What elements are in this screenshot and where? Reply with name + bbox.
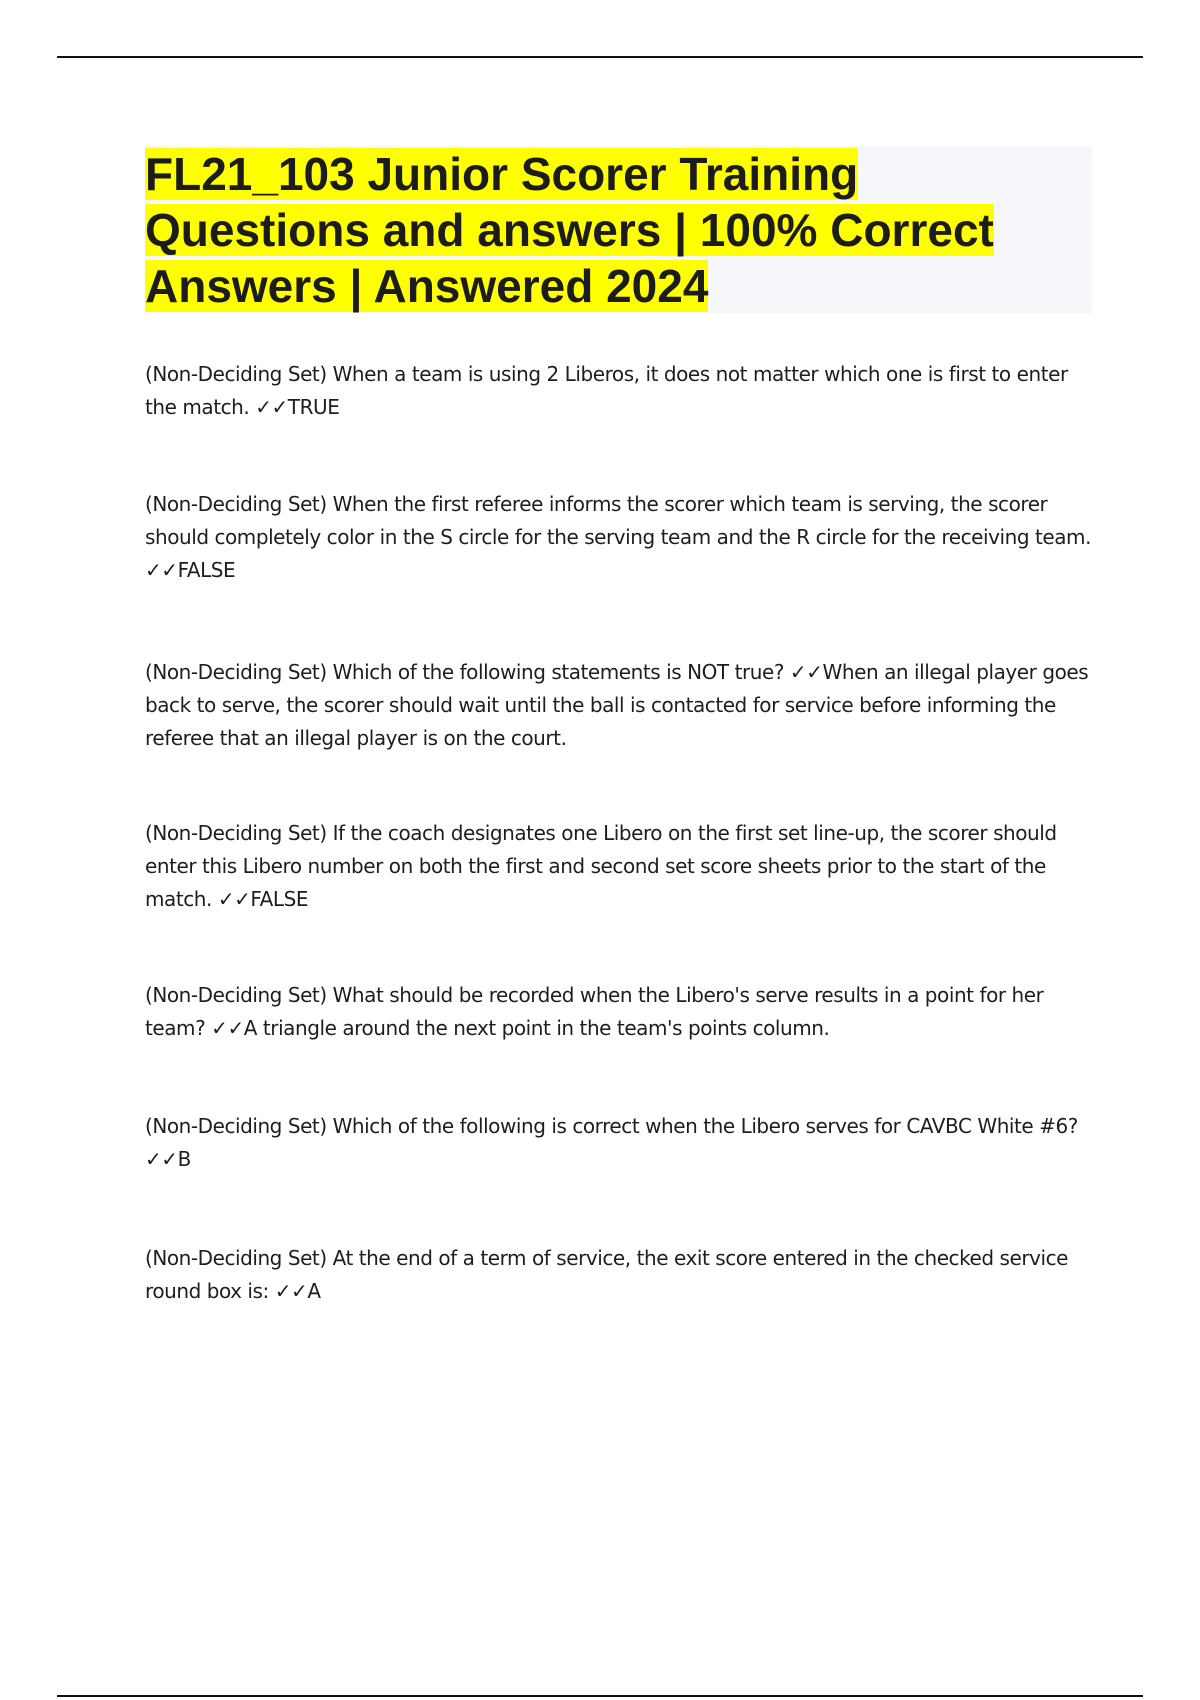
qa-item-2: (Non-Deciding Set) When the first referee informs the scorer which team is serving, the scorer should completely color in the S circle for the serving team and the R circle for the receiving team. ✓✓FALSE (145, 492, 1091, 582)
qa-item-4: (Non-Deciding Set) If the coach designates one Libero on the first set line-up, the scorer should enter this Libero number on both the first and second set score sheets prior to the start of the match. ✓✓FALSE (145, 821, 1057, 911)
document-title-highlight: FL21_103 Junior Scorer Training Questions and answers | 100% Correct Answers | Answered 2024 (145, 148, 994, 312)
qa-item-3: (Non-Deciding Set) Which of the following statements is NOT true? ✓✓When an illegal player goes back to serve, the scorer should wait until the ball is contacted for service before informing the referee that an illegal player is on the court. (145, 660, 1089, 750)
document-title (145, 146, 1092, 314)
qa-item-7: (Non-Deciding Set) At the end of a term of service, the exit score entered in the checked service round box is: ✓✓A (145, 1246, 1069, 1303)
title-block (145, 146, 1092, 313)
top-rule (57, 56, 1143, 58)
bottom-rule (57, 1695, 1143, 1697)
qa-item-6: (Non-Deciding Set) Which of the following is correct when the Libero serves for CAVBC White #6? ✓✓B (145, 1114, 1078, 1171)
qa-item-5: (Non-Deciding Set) What should be recorded when the Libero's serve results in a point for her team? ✓✓A triangle around the next point in the team's points column. (145, 983, 1044, 1040)
qa-item-1: (Non-Deciding Set) When a team is using 2 Liberos, it does not matter which one is first to enter the match. ✓✓TRUE (145, 362, 1068, 419)
